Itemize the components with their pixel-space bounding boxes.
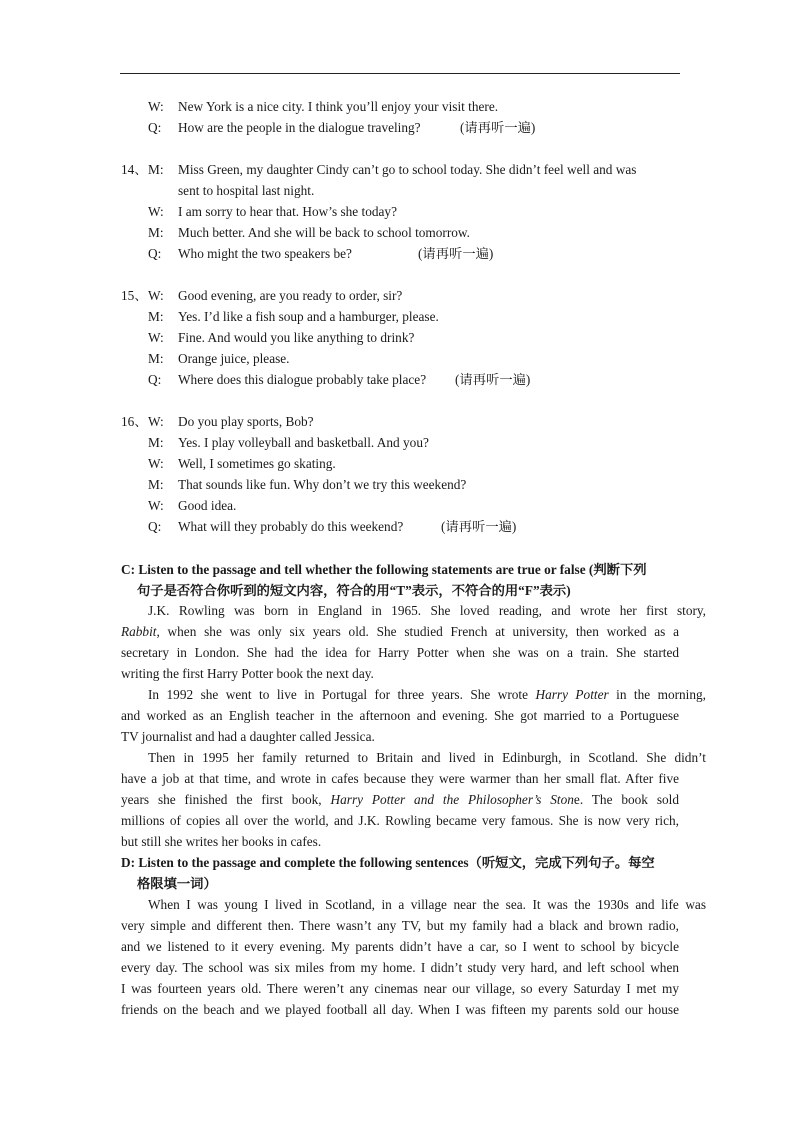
speaker-label: W: <box>148 456 164 471</box>
speaker-label: M: <box>148 435 164 450</box>
dialogue-line: sent to hospital last night. <box>178 183 315 198</box>
passage-line: years she finished the first book, Harry Potter and the Philosopher’s Stone. The book sold <box>121 792 679 807</box>
speaker-label: W: <box>148 204 164 219</box>
passage-line: very simple and different then. There wasn’t any TV, but my family had a black and brown radio, <box>121 918 679 933</box>
dialogue-line: I am sorry to hear that. How’s she today? <box>178 204 397 219</box>
passage-line: friends on the beach and we played football all day. When I was fifteen my parents sold our house <box>121 1002 679 1017</box>
question-line: What will they probably do this weekend? <box>178 519 404 534</box>
dialogue-line: Good idea. <box>178 498 237 513</box>
passage-line: secretary in London. She had the idea for Harry Potter when she was on a train. She started <box>121 645 679 660</box>
section-heading-text: : Listen to the passage and complete the following sentences（听短文，完成下列句子。每空 <box>130 855 655 870</box>
passage-line: writing the first Harry Potter book the next day. <box>121 666 374 681</box>
speaker-label: Q: <box>148 372 162 387</box>
dialogue-line: Fine. And would you like anything to drink? <box>178 330 415 345</box>
passage-line: Then in 1995 her family returned to Britain and lived in Edinburgh, in Scotland. She didn’t <box>148 750 706 765</box>
header-rule <box>120 73 680 74</box>
dialogue-line: Do you play sports, Bob? <box>178 414 314 429</box>
section-heading-text: : Listen to the passage and tell whether the following statements are true or false (判断下列 <box>130 562 647 577</box>
dialogue-line: New York is a nice city. I think you’ll enjoy your visit there. <box>178 99 499 114</box>
dialogue-line: Yes. I’d like a fish soup and a hamburger, please. <box>178 309 439 324</box>
passage-line: Rabbit, when she was only six years old. She studied French at university, then worked as a <box>121 624 679 639</box>
dialogue-line: Yes. I play volleyball and basketball. And you? <box>178 435 429 450</box>
section-letter: D <box>121 855 131 870</box>
repeat-note: (请再听一遍) <box>460 120 536 135</box>
section-c-heading <box>121 562 647 578</box>
passage-line: and worked as an English teacher in the afternoon and evening. She got married to a Portuguese <box>121 708 679 723</box>
speaker-label: Q: <box>148 519 162 534</box>
passage-line: J.K. Rowling was born in England in 1965. She loved reading, and wrote her first story, <box>148 603 706 618</box>
question-line: How are the people in the dialogue traveling? <box>178 120 421 135</box>
speaker-label: W: <box>148 498 164 513</box>
passage-line: When I was young I lived in Scotland, in a village near the sea. It was the 1930s and life was <box>148 897 706 912</box>
passage-line: I was fourteen years old. There weren’t any cinemas near our village, so every Saturday I met my <box>121 981 679 996</box>
section-letter: C <box>121 562 131 577</box>
speaker-label: Q: <box>148 120 162 135</box>
section-d-heading <box>121 855 655 871</box>
passage-line: In 1992 she went to live in Portugal for three years. She wrote Harry Potter in the morning, <box>148 687 706 702</box>
question-number: 14、 <box>121 162 148 177</box>
section-d-heading-cont: 格限填一词） <box>137 876 217 891</box>
question-number: 16、 <box>121 414 148 429</box>
book-title: Harry Potter <box>535 687 609 702</box>
book-title: Harry Potter and the Philosopher’s Ston <box>330 792 574 807</box>
speaker-label: W: <box>148 414 164 429</box>
repeat-note: (请再听一遍) <box>441 519 517 534</box>
dialogue-line: Much better. And she will be back to school tomorrow. <box>178 225 470 240</box>
passage-line: have a job at that time, and wrote in cafes because they were warmer than her small flat. After five <box>121 771 679 786</box>
dialogue-line: Well, I sometimes go skating. <box>178 456 336 471</box>
section-c-heading-cont: 句子是否符合你听到的短文内容，符合的用“T”表示，不符合的用“F”表示) <box>137 583 571 598</box>
repeat-note: (请再听一遍) <box>418 246 494 261</box>
dialogue-line: That sounds like fun. Why don’t we try this weekend? <box>178 477 467 492</box>
speaker-label: W: <box>148 99 164 114</box>
question-line: Who might the two speakers be? <box>178 246 352 261</box>
repeat-note: (请再听一遍) <box>455 372 531 387</box>
book-title: Rabbit <box>121 624 157 639</box>
passage-line: TV journalist and had a daughter called Jessica. <box>121 729 375 744</box>
question-number: 15、 <box>121 288 148 303</box>
passage-line: every day. The school was six miles from my home. I didn’t study very hard, and left school when <box>121 960 679 975</box>
dialogue-line: Miss Green, my daughter Cindy can’t go to school today. She didn’t feel well and was <box>178 162 637 177</box>
passage-line: millions of copies all over the world, and J.K. Rowling became very famous. She is now very rich, <box>121 813 679 828</box>
question-line: Where does this dialogue probably take place? <box>178 372 427 387</box>
speaker-label: W: <box>148 330 164 345</box>
speaker-label: M: <box>148 309 164 324</box>
speaker-label: M: <box>148 225 164 240</box>
passage-line: but still she writes her books in cafes. <box>121 834 322 849</box>
speaker-label: Q: <box>148 246 162 261</box>
dialogue-line: Good evening, are you ready to order, sir? <box>178 288 403 303</box>
passage-line: and we listened to it every evening. My parents didn’t have a car, so I went to school by bicycle <box>121 939 679 954</box>
speaker-label: M: <box>148 162 164 177</box>
speaker-label: M: <box>148 351 164 366</box>
speaker-label: W: <box>148 288 164 303</box>
dialogue-line: Orange juice, please. <box>178 351 290 366</box>
speaker-label: M: <box>148 477 164 492</box>
